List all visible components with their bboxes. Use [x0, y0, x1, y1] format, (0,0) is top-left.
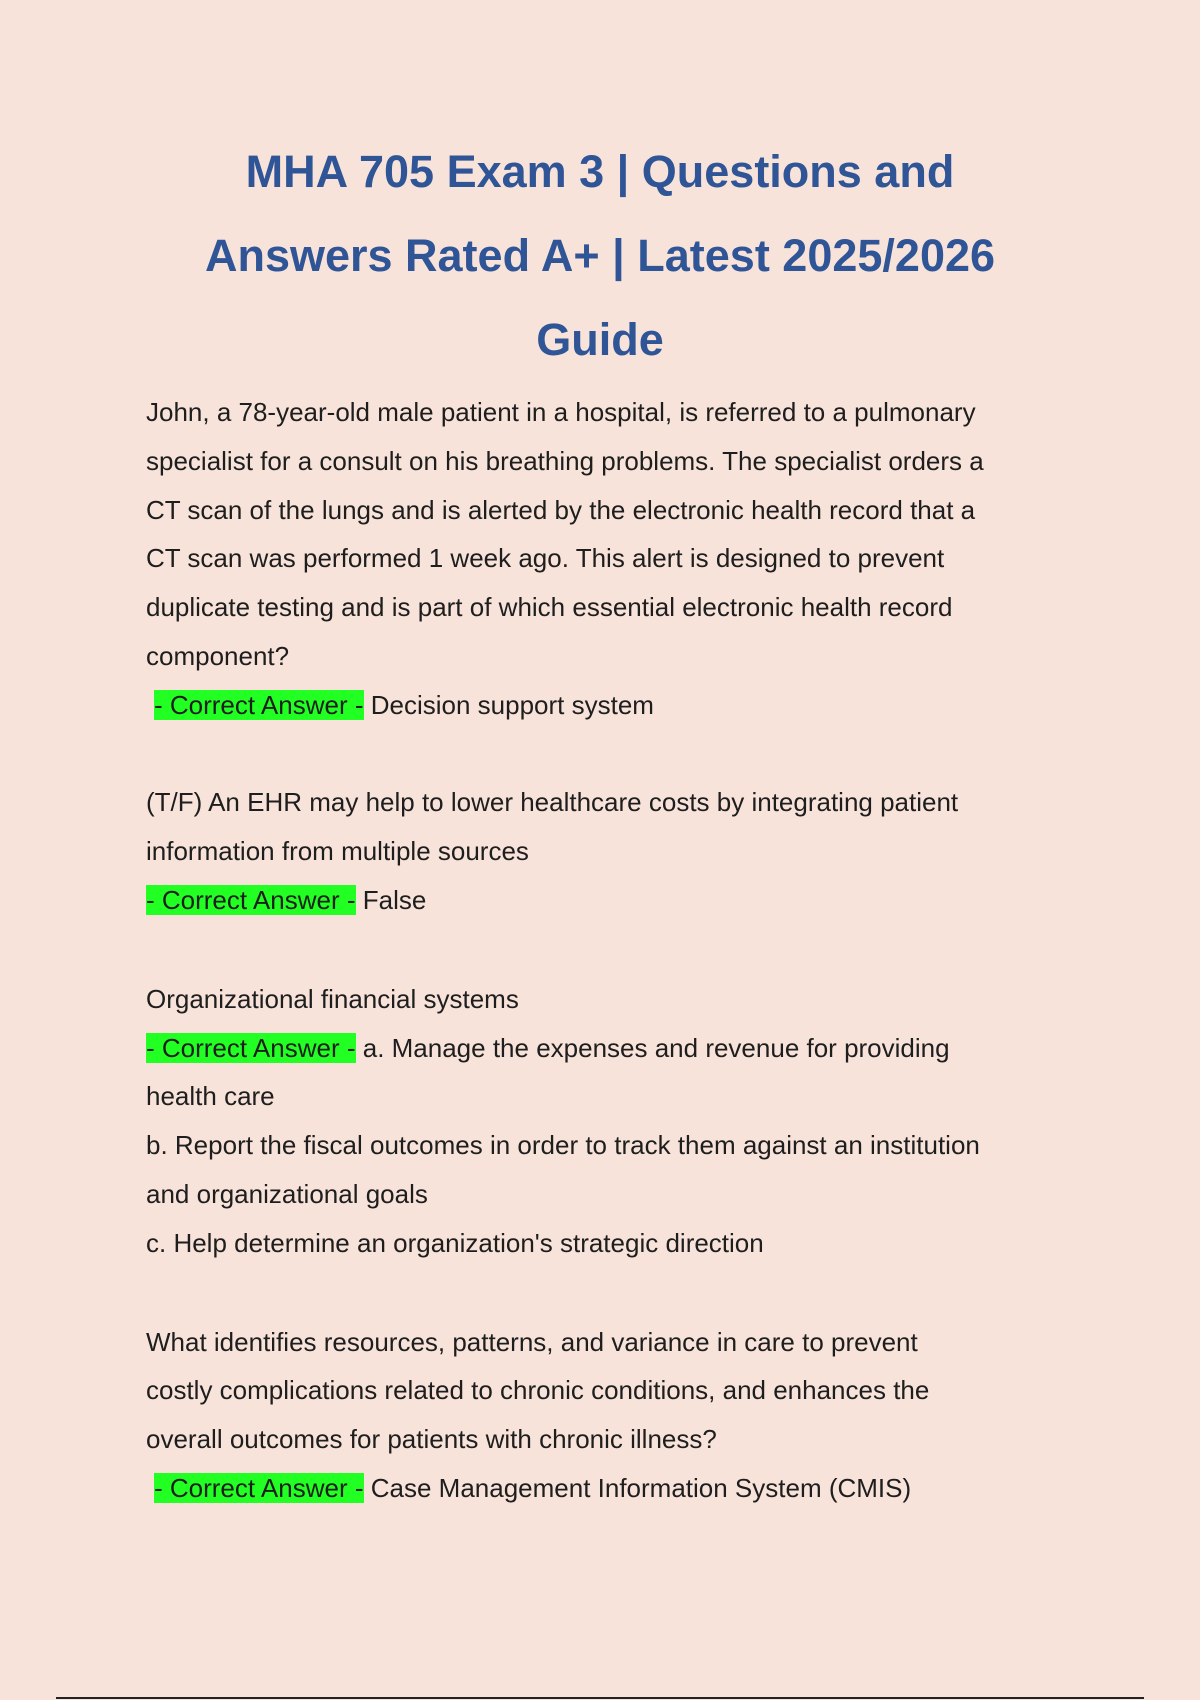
- answer-line: [146, 681, 1066, 730]
- answer-line: [146, 1464, 1066, 1513]
- qa-item-2: [146, 778, 1066, 924]
- answer-line: c. Help determine an organization's strategic direction: [146, 1227, 764, 1258]
- spacer: [146, 925, 1066, 975]
- title-line-3: Guide: [536, 314, 664, 365]
- answer-line: and organizational goals: [146, 1178, 428, 1209]
- correct-answer-label: - Correct Answer -: [154, 689, 364, 720]
- title-line-1: MHA 705 Exam 3 | Questions and: [245, 146, 955, 197]
- question-line: John, a 78-year-old male patient in a hospital, is referred to a pulmonary: [146, 397, 976, 427]
- answer-text: False: [362, 884, 427, 915]
- qa-item-4: [146, 1318, 1066, 1513]
- question-line: costly complications related to chronic conditions, and enhances the: [146, 1375, 930, 1406]
- question-line: duplicate testing and is part of which essential electronic health record: [146, 592, 953, 623]
- answer-text: Decision support system: [370, 689, 654, 720]
- question-line: (T/F) An EHR may help to lower healthcare costs by integrating patient: [146, 787, 959, 818]
- answer-line: health care: [146, 1081, 275, 1112]
- qa-list: [146, 388, 1066, 1513]
- question-line: What identifies resources, patterns, and variance in care to prevent: [146, 1326, 918, 1357]
- spacer: [146, 1268, 1066, 1318]
- title-line-2: Answers Rated A+ | Latest 2025/2026: [204, 230, 996, 281]
- answer-line: [146, 876, 1066, 925]
- qa-item-1: [146, 388, 1066, 730]
- qa-item-3: [146, 975, 1066, 1268]
- spacer: [146, 730, 1066, 779]
- document-title: [150, 130, 1050, 382]
- question-line: specialist for a consult on his breathing problems. The specialist orders a: [146, 445, 984, 476]
- correct-answer-label: - Correct Answer -: [146, 1032, 356, 1063]
- answer-text: a. Manage the expenses and revenue for providing: [362, 1032, 950, 1063]
- correct-answer-label: - Correct Answer -: [154, 1472, 364, 1503]
- question-line: overall outcomes for patients with chronic illness?: [146, 1424, 717, 1455]
- question-line: CT scan of the lungs and is alerted by the electronic health record that a: [146, 494, 976, 525]
- question-line: information from multiple sources: [146, 836, 529, 867]
- answer-text: Case Management Information System (CMIS): [370, 1472, 912, 1503]
- question-line: CT scan was performed 1 week ago. This alert is designed to prevent: [146, 543, 945, 574]
- footer-divider: [56, 1697, 1144, 1699]
- answer-line: b. Report the fiscal outcomes in order to track them against an institution: [146, 1130, 980, 1161]
- answer-line: [146, 1024, 1066, 1073]
- correct-answer-label: - Correct Answer -: [146, 884, 356, 915]
- question-line: Organizational financial systems: [146, 983, 519, 1014]
- question-line: component?: [146, 640, 290, 671]
